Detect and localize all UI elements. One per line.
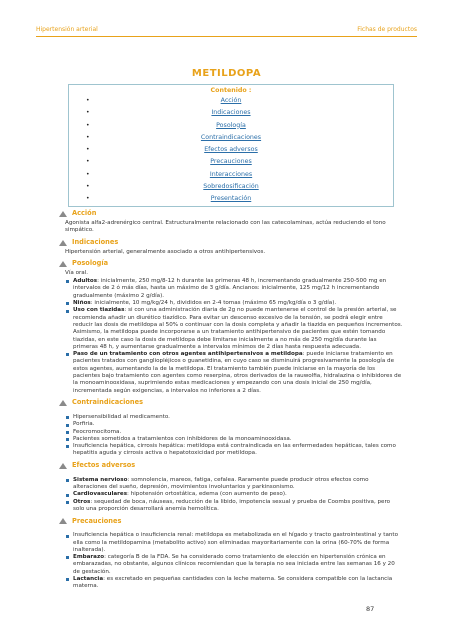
item-text: : si con una administración diaria de 2g no puede mantenerse el control de la presión arterial, se recomienda añadir un diurético tiazídico. Para evitar un descenso excesivo de la tensión, se podrá elegir entre reducir las dosis de metildopa al 50% o continuar con la dosis completa y añadir la tiazida en pequeños incrementos. Asimismo, la metildopa puede incorporarse a un tratamiento antihipertensivo de pacientes que estén tomando tiazidas, en este caso la dosis de metildopa debe limitarse inicialmente a no más de 250 mg/día durante las primeras 48 h, y aumentarse gradualmente a intervalos mínimos de 2 días hasta respuesta adecuada.	[73, 307, 403, 350]
toc-item	[69, 193, 393, 205]
section-title: Posología	[72, 259, 109, 268]
section-heading-accion	[56, 209, 403, 219]
bullet-square-icon	[66, 438, 69, 441]
list-item	[65, 499, 403, 514]
item-text: : puede iniciarse tratamiento en pacientes tratados con gangliopléjicos o guanetidina, en cuyo caso se disminuirá progresivamente la posología de estos agentes, aumentando la de la metildopa. El tratamiento también puede iniciarse en la mayoría de los pacientes bajo tratamiento con agentes como reserpina, otros derivados de la rauwolfia, hidralazina o inhibidores de la monoaminooxidasa, suprimiendo estas medicaciones y empezando con una dosis inicial de 250 mg/día, incrementada según exigencias, a intervalos no inferiores a 2 días.	[73, 351, 402, 394]
list-item	[65, 414, 403, 421]
bullet-square-icon	[66, 494, 69, 497]
bullet-icon: •	[86, 97, 90, 104]
item-term: Otros	[73, 498, 91, 505]
page-number: 87	[366, 605, 375, 613]
section-heading-posologia	[56, 259, 403, 269]
bullet-icon: •	[86, 133, 90, 141]
section-title: Efectos adversos	[72, 461, 136, 470]
bullet-icon: •	[86, 183, 90, 191]
header-right: Fichas de productos	[357, 26, 417, 33]
section-title: Acción	[72, 209, 97, 218]
item-text: Feocromocitoma.	[73, 428, 122, 435]
table-of-contents	[68, 84, 394, 207]
toc-item	[69, 95, 393, 107]
toc-item	[69, 169, 393, 181]
list-item	[65, 307, 403, 351]
toc-link-precauciones[interactable]: Precauciones	[210, 158, 252, 166]
triangle-up-icon[interactable]	[59, 400, 67, 406]
section-text: Agonista alfa2-adrenérgico central. Estructuralmente relacionado con las catecolaminas, actúa reduciendo el tono simpático.	[65, 220, 386, 234]
toc-link-interacciones[interactable]: Interacciones	[209, 170, 253, 178]
item-text: : hipotensión ortostática, edema (con aumento de peso).	[127, 491, 287, 498]
section-title: Precauciones	[72, 516, 122, 525]
bullet-square-icon	[66, 416, 69, 419]
toc-heading: Contenido :	[210, 87, 252, 94]
bullet-square-icon	[66, 535, 69, 538]
item-text: : categoría B de la FDA. Se ha considerado como tratamiento de elección en hipertensión crónica en embarazadas, no obstante, algunos clínicos recomiendan que la terapia no sea iniciada entre las semanas 16 y 20 de gestación.	[73, 554, 395, 575]
toc-item	[69, 181, 393, 193]
toc-link-posologia[interactable]: Posología	[216, 121, 246, 129]
section-heading-indicaciones	[56, 238, 403, 248]
item-text: : es excretado en pequeñas cantidades con la leche materna. Se considera compatible con la lactancia materna.	[73, 575, 393, 590]
bullet-square-icon	[66, 431, 69, 434]
item-text: : inicialmente, 10 mg/kg/24 h, divididos en 2-4 tomas (máximo 65 mg/kg/día o 3 g/día).	[90, 300, 337, 307]
item-text: Porfiria.	[73, 421, 95, 428]
triangle-up-icon[interactable]	[59, 211, 67, 217]
item-text: Insuficiencia hepática o insuficiencia renal: metildopa es metabolizada en el hígado y tracto gastrointestinal y tanto ella como la metildopamina (metabolito activo) son eliminadas mayoritariamente con la orina (60-70% de forma inalterada).	[73, 532, 399, 553]
list-item	[65, 491, 403, 498]
bullet-square-icon	[66, 556, 69, 559]
bullet-square-icon	[66, 353, 69, 356]
item-text: Hipersensibilidad al medicamento.	[73, 413, 170, 420]
bullet-square-icon	[66, 280, 69, 283]
bullet-square-icon	[66, 578, 69, 581]
section-text: Hipertensión arterial, generalmente asociado a otros antihipertensivos.	[65, 248, 266, 255]
list-item	[65, 532, 403, 554]
bullet-icon: •	[86, 146, 90, 154]
item-text: Insuficiencia hepática, cirrosis hepática: metildopa está contraindicada en las enfermedades hepáticas, tales como hepatitis aguda y cirrosis activa o hepatotoxicidad por metildopa.	[73, 443, 396, 457]
toc-link-indicaciones[interactable]: Indicaciones	[211, 109, 251, 117]
item-term: Lactancia	[73, 575, 104, 582]
document-body	[56, 208, 403, 594]
bullet-square-icon	[66, 424, 69, 427]
toc-link-efectos-adversos[interactable]: Efectos adversos	[204, 146, 258, 154]
list-item	[65, 421, 403, 428]
toc-link-sobredosificacion[interactable]: Sobredosificación	[203, 183, 259, 191]
bullet-icon: •	[86, 195, 90, 203]
list-item	[65, 351, 403, 395]
triangle-up-icon[interactable]	[59, 261, 67, 267]
list-item	[65, 554, 403, 576]
bullet-square-icon	[66, 479, 69, 482]
item-term: Niños	[73, 300, 91, 307]
list-item	[65, 429, 403, 436]
page-header	[36, 26, 417, 37]
list-item	[65, 443, 403, 458]
section-heading-efectos-adversos	[56, 461, 403, 471]
item-text: : inicialmente, 250 mg/8-12 h durante las primeras 48 h, incrementando gradualmente 250-500 mg en intervalos de 2 ó más días, hasta un máximo de 3 g/día. Ancianos: inicialmente, 125 mg/12 h incrementando gradualmente (máximo 2 g/día).	[73, 278, 387, 299]
item-text: : somnolencia, mareos, fatiga, cefalea. Raramente puede producir otros efectos como alteraciones del sueño, depresión, movimientos involuntarios y parkinsonismo.	[73, 476, 369, 491]
bullet-icon: •	[86, 121, 90, 129]
toc-link-accion[interactable]: Acción	[220, 97, 242, 104]
list-item	[65, 477, 403, 492]
item-term: Adultos	[73, 278, 98, 285]
item-text: Pacientes sometidos a tratamientos con inhibidores de la monoaminooxidasa.	[73, 435, 292, 442]
item-term: Paso de un tratamiento con otros agentes antihipertensivos a metildopa	[73, 351, 303, 358]
page-title: METILDOPA	[191, 68, 262, 79]
bullet-square-icon	[66, 501, 69, 504]
triangle-up-icon[interactable]	[59, 518, 67, 524]
item-term: Cardiovasculares	[73, 491, 128, 498]
item-text: : sequedad de boca, náuseas, reducción de la libido, impotencia sexual y prueba de Coombs positiva, pero solo una proporción desarrollará anemia hemolítica.	[73, 498, 391, 512]
toc-item	[69, 144, 393, 156]
section-heading-precauciones	[56, 516, 403, 526]
bullet-icon: •	[86, 109, 90, 117]
toc-item	[69, 107, 393, 119]
toc-item	[69, 132, 393, 144]
bullet-icon: •	[86, 170, 90, 178]
triangle-up-icon[interactable]	[59, 463, 67, 469]
posologia-list	[56, 278, 403, 395]
efectos-list	[56, 477, 403, 513]
section-title: Indicaciones	[72, 237, 119, 246]
toc-item	[69, 120, 393, 132]
list-item	[65, 576, 403, 591]
item-term: Sistema nervioso	[73, 476, 128, 483]
bullet-icon: •	[86, 158, 90, 166]
bullet-square-icon	[66, 310, 69, 313]
toc-link-presentacion[interactable]: Presentación	[210, 195, 252, 203]
item-term: Embarazo	[73, 554, 105, 561]
section-text: Vía oral.	[65, 269, 89, 276]
bullet-square-icon	[66, 302, 69, 305]
contraindicaciones-list	[56, 414, 403, 458]
header-left: Hipertensión arterial	[36, 26, 98, 33]
toc-link-contraindicaciones[interactable]: Contraindicaciones	[200, 133, 262, 141]
item-term: Uso con tiazidas	[73, 307, 125, 314]
precauciones-list	[56, 532, 403, 590]
list-item	[65, 278, 403, 300]
bullet-square-icon	[66, 445, 69, 448]
section-title: Contraindicaciones	[72, 398, 143, 407]
toc-item	[69, 156, 393, 168]
triangle-up-icon[interactable]	[59, 240, 67, 246]
section-heading-contraindicaciones	[56, 398, 403, 408]
